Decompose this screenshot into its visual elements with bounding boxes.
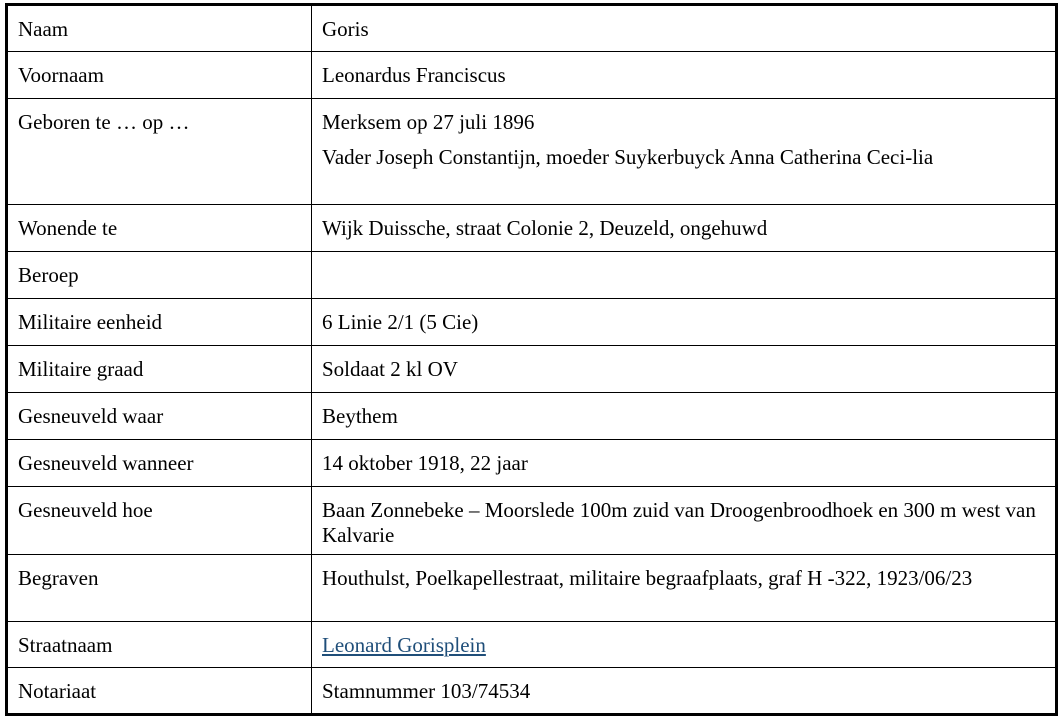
personal-record-table bbox=[5, 3, 1058, 716]
value-gesneuveld-hoe: Baan Zonnebeke – Moorslede 100m zuid van Droogenbroodhoek en 300 m west van Kalvarie bbox=[312, 487, 1057, 555]
label-notariaat: Notariaat bbox=[7, 668, 312, 715]
row-gesneuveld-wanneer bbox=[7, 440, 1057, 487]
value-beroep bbox=[312, 252, 1057, 299]
label-militaire-eenheid: Militaire eenheid bbox=[7, 299, 312, 346]
straatnaam-link[interactable]: Leonard Gorisplein bbox=[322, 633, 486, 657]
label-begraven: Begraven bbox=[7, 555, 312, 622]
row-notariaat bbox=[7, 668, 1057, 715]
row-militaire-graad bbox=[7, 346, 1057, 393]
label-gesneuveld-hoe: Gesneuveld hoe bbox=[7, 487, 312, 555]
row-militaire-eenheid bbox=[7, 299, 1057, 346]
label-gesneuveld-wanneer: Gesneuveld wanneer bbox=[7, 440, 312, 487]
row-begraven bbox=[7, 555, 1057, 622]
value-geboren-place-date: Merksem op 27 juli 1896 bbox=[322, 110, 535, 134]
value-militaire-graad: Soldaat 2 kl OV bbox=[312, 346, 1057, 393]
row-voornaam bbox=[7, 52, 1057, 99]
row-gesneuveld-waar bbox=[7, 393, 1057, 440]
row-wonende bbox=[7, 205, 1057, 252]
label-beroep: Beroep bbox=[7, 252, 312, 299]
value-straatnaam bbox=[312, 622, 1057, 668]
label-gesneuveld-waar: Gesneuveld waar bbox=[7, 393, 312, 440]
label-voornaam: Voornaam bbox=[7, 52, 312, 99]
row-beroep bbox=[7, 252, 1057, 299]
value-wonende: Wijk Duissche, straat Colonie 2, Deuzeld, ongehuwd bbox=[312, 205, 1057, 252]
label-militaire-graad: Militaire graad bbox=[7, 346, 312, 393]
row-naam bbox=[7, 5, 1057, 52]
value-voornaam: Leonardus Franciscus bbox=[312, 52, 1057, 99]
row-geboren bbox=[7, 99, 1057, 205]
value-gesneuveld-wanneer: 14 oktober 1918, 22 jaar bbox=[312, 440, 1057, 487]
row-gesneuveld-hoe bbox=[7, 487, 1057, 555]
label-naam: Naam bbox=[7, 5, 312, 52]
value-notariaat: Stamnummer 103/74534 bbox=[312, 668, 1057, 715]
value-begraven: Houthulst, Poelkapellestraat, militaire begraafplaats, graf H -322, 1923/06/23 bbox=[312, 555, 1057, 622]
label-straatnaam: Straatnaam bbox=[7, 622, 312, 668]
row-straatnaam bbox=[7, 622, 1057, 668]
value-geboren bbox=[312, 99, 1057, 205]
label-wonende: Wonende te bbox=[7, 205, 312, 252]
value-naam: Goris bbox=[312, 5, 1057, 52]
label-geboren: Geboren te … op … bbox=[7, 99, 312, 205]
value-geboren-parents: Vader Joseph Constantijn, moeder Suykerbuyck Anna Catherina Ceci-lia bbox=[322, 145, 934, 169]
value-gesneuveld-waar: Beythem bbox=[312, 393, 1057, 440]
value-militaire-eenheid: 6 Linie 2/1 (5 Cie) bbox=[312, 299, 1057, 346]
